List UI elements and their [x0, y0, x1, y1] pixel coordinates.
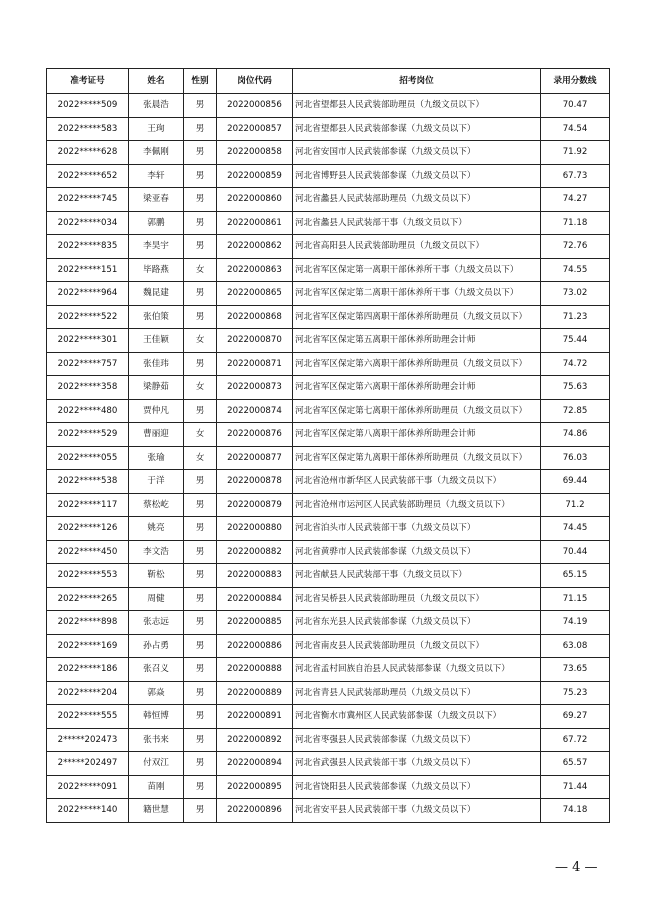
gender-cell: 男	[184, 517, 217, 541]
post-cell: 河北省泊头市人民武装部干事（九级文员以下）	[293, 517, 541, 541]
exam-id-cell: 2022*****265	[47, 587, 129, 611]
header-gender: 性别	[184, 69, 217, 94]
table-row	[47, 352, 610, 376]
gender-cell: 男	[184, 211, 217, 235]
gender-cell: 男	[184, 587, 217, 611]
name-cell: 靳松	[129, 564, 184, 588]
name-cell: 张瑜	[129, 446, 184, 470]
gender-cell: 男	[184, 775, 217, 799]
name-cell: 籍世慧	[129, 799, 184, 823]
exam-id-cell: 2022*****186	[47, 658, 129, 682]
gender-cell: 男	[184, 705, 217, 729]
exam-id-cell: 2*****202497	[47, 752, 129, 776]
post-code-cell: 2022000873	[217, 376, 293, 400]
post-code-cell: 2022000863	[217, 258, 293, 282]
exam-id-cell: 2022*****117	[47, 493, 129, 517]
name-cell: 李文浩	[129, 540, 184, 564]
post-code-cell: 2022000858	[217, 141, 293, 165]
table-row	[47, 799, 610, 823]
exam-id-cell: 2022*****628	[47, 141, 129, 165]
score-cell: 71.15	[541, 587, 610, 611]
score-cell: 74.72	[541, 352, 610, 376]
table-row	[47, 282, 610, 306]
post-code-cell: 2022000888	[217, 658, 293, 682]
gender-cell: 男	[184, 681, 217, 705]
exam-id-cell: 2022*****480	[47, 399, 129, 423]
post-code-cell: 2022000876	[217, 423, 293, 447]
name-cell: 李昊宇	[129, 235, 184, 259]
post-code-cell: 2022000859	[217, 164, 293, 188]
table-row	[47, 470, 610, 494]
name-cell: 姚亮	[129, 517, 184, 541]
name-cell: 张伯策	[129, 305, 184, 329]
post-cell: 河北省东光县人民武装部参谋（九级文员以下）	[293, 611, 541, 635]
name-cell: 贾仲凡	[129, 399, 184, 423]
score-cell: 74.18	[541, 799, 610, 823]
exam-id-cell: 2022*****034	[47, 211, 129, 235]
post-code-cell: 2022000882	[217, 540, 293, 564]
name-cell: 张书来	[129, 728, 184, 752]
name-cell: 付双江	[129, 752, 184, 776]
table-row	[47, 658, 610, 682]
table-row	[47, 752, 610, 776]
header-name: 姓名	[129, 69, 184, 94]
post-code-cell: 2022000891	[217, 705, 293, 729]
post-cell: 河北省枣强县人民武装部参谋（九级文员以下）	[293, 728, 541, 752]
post-cell: 河北省饶阳县人民武装部参谋（九级文员以下）	[293, 775, 541, 799]
table-row	[47, 587, 610, 611]
gender-cell: 男	[184, 752, 217, 776]
post-cell: 河北省军区保定第四离职干部休养所助理员（九级文员以下）	[293, 305, 541, 329]
post-cell: 河北省军区保定第二离职干部休养所干事（九级文员以下）	[293, 282, 541, 306]
table-row	[47, 376, 610, 400]
post-cell: 河北省沧州市运河区人民武装部助理员（九级文员以下）	[293, 493, 541, 517]
score-cell: 70.44	[541, 540, 610, 564]
exam-id-cell: 2022*****204	[47, 681, 129, 705]
gender-cell: 男	[184, 235, 217, 259]
gender-cell: 男	[184, 117, 217, 141]
gender-cell: 女	[184, 329, 217, 353]
gender-cell: 男	[184, 305, 217, 329]
exam-id-cell: 2022*****835	[47, 235, 129, 259]
table-row	[47, 564, 610, 588]
post-cell: 河北省武强县人民武装部干事（九级文员以下）	[293, 752, 541, 776]
post-cell: 河北省安国市人民武装部参谋（九级文员以下）	[293, 141, 541, 165]
score-cell: 70.47	[541, 94, 610, 118]
score-cell: 65.57	[541, 752, 610, 776]
table-row	[47, 141, 610, 165]
admission-score-table	[46, 68, 610, 823]
gender-cell: 男	[184, 611, 217, 635]
post-cell: 河北省衡水市冀州区人民武装部参谋（九级文员以下）	[293, 705, 541, 729]
header-score: 录用分数线	[541, 69, 610, 94]
table-row	[47, 681, 610, 705]
exam-id-cell: 2022*****126	[47, 517, 129, 541]
table-body	[47, 94, 610, 823]
page-number: — 4 —	[555, 860, 598, 875]
post-code-cell: 2022000862	[217, 235, 293, 259]
score-cell: 67.72	[541, 728, 610, 752]
name-cell: 苗刚	[129, 775, 184, 799]
exam-id-cell: 2022*****538	[47, 470, 129, 494]
post-cell: 河北省青县人民武装部助理员（九级文员以下）	[293, 681, 541, 705]
post-cell: 河北省军区保定第七离职干部休养所助理员（九级文员以下）	[293, 399, 541, 423]
post-cell: 河北省望都县人民武装部参谋（九级文员以下）	[293, 117, 541, 141]
exam-id-cell: 2022*****529	[47, 423, 129, 447]
name-cell: 郭焱	[129, 681, 184, 705]
score-cell: 74.45	[541, 517, 610, 541]
exam-id-cell: 2022*****091	[47, 775, 129, 799]
gender-cell: 男	[184, 634, 217, 658]
gender-cell: 女	[184, 423, 217, 447]
gender-cell: 男	[184, 564, 217, 588]
score-cell: 74.27	[541, 188, 610, 212]
post-code-cell: 2022000880	[217, 517, 293, 541]
exam-id-cell: 2022*****140	[47, 799, 129, 823]
exam-id-cell: 2022*****898	[47, 611, 129, 635]
post-code-cell: 2022000860	[217, 188, 293, 212]
name-cell: 毕路燕	[129, 258, 184, 282]
gender-cell: 男	[184, 493, 217, 517]
score-cell: 69.44	[541, 470, 610, 494]
name-cell: 蔡松屹	[129, 493, 184, 517]
score-cell: 65.15	[541, 564, 610, 588]
score-cell: 75.23	[541, 681, 610, 705]
name-cell: 梁静茹	[129, 376, 184, 400]
table-row	[47, 517, 610, 541]
post-code-cell: 2022000868	[217, 305, 293, 329]
name-cell: 张佳玮	[129, 352, 184, 376]
score-cell: 72.76	[541, 235, 610, 259]
post-cell: 河北省献县人民武装部干事（九级文员以下）	[293, 564, 541, 588]
name-cell: 孙占勇	[129, 634, 184, 658]
score-cell: 75.63	[541, 376, 610, 400]
exam-id-cell: 2022*****509	[47, 94, 129, 118]
gender-cell: 男	[184, 352, 217, 376]
name-cell: 梁亚春	[129, 188, 184, 212]
name-cell: 于洋	[129, 470, 184, 494]
post-code-cell: 2022000884	[217, 587, 293, 611]
exam-id-cell: 2022*****652	[47, 164, 129, 188]
post-cell: 河北省蠡县人民武装部助理员（九级文员以下）	[293, 188, 541, 212]
post-code-cell: 2022000856	[217, 94, 293, 118]
table-row	[47, 493, 610, 517]
table-row	[47, 258, 610, 282]
post-code-cell: 2022000885	[217, 611, 293, 635]
gender-cell: 男	[184, 540, 217, 564]
post-cell: 河北省望都县人民武装部助理员（九级文员以下）	[293, 94, 541, 118]
table-row	[47, 211, 610, 235]
table-row	[47, 775, 610, 799]
score-cell: 71.18	[541, 211, 610, 235]
score-cell: 74.54	[541, 117, 610, 141]
post-code-cell: 2022000892	[217, 728, 293, 752]
exam-id-cell: 2022*****745	[47, 188, 129, 212]
post-cell: 河北省军区保定第五离职干部休养所助理会计师	[293, 329, 541, 353]
table-row	[47, 164, 610, 188]
post-cell: 河北省南皮县人民武装部助理员（九级文员以下）	[293, 634, 541, 658]
post-code-cell: 2022000878	[217, 470, 293, 494]
name-cell: 李佩刚	[129, 141, 184, 165]
score-cell: 73.02	[541, 282, 610, 306]
exam-id-cell: 2022*****555	[47, 705, 129, 729]
post-code-cell: 2022000894	[217, 752, 293, 776]
post-code-cell: 2022000861	[217, 211, 293, 235]
gender-cell: 女	[184, 376, 217, 400]
post-cell: 河北省军区保定第六离职干部休养所助理会计师	[293, 376, 541, 400]
post-cell: 河北省蠡县人民武装部干事（九级文员以下）	[293, 211, 541, 235]
exam-id-cell: 2022*****358	[47, 376, 129, 400]
name-cell: 王珣	[129, 117, 184, 141]
table-row	[47, 399, 610, 423]
score-cell: 71.23	[541, 305, 610, 329]
gender-cell: 男	[184, 164, 217, 188]
score-cell: 76.03	[541, 446, 610, 470]
exam-id-cell: 2022*****450	[47, 540, 129, 564]
gender-cell: 男	[184, 94, 217, 118]
table-row	[47, 117, 610, 141]
exam-id-cell: 2022*****169	[47, 634, 129, 658]
exam-id-cell: 2022*****757	[47, 352, 129, 376]
post-cell: 河北省军区保定第六离职干部休养所助理员（九级文员以下）	[293, 352, 541, 376]
name-cell: 周健	[129, 587, 184, 611]
post-cell: 河北省军区保定第八离职干部休养所助理会计师	[293, 423, 541, 447]
post-cell: 河北省黄骅市人民武装部参谋（九级文员以下）	[293, 540, 541, 564]
gender-cell: 女	[184, 258, 217, 282]
table-row	[47, 634, 610, 658]
table-row	[47, 728, 610, 752]
post-code-cell: 2022000895	[217, 775, 293, 799]
gender-cell: 男	[184, 728, 217, 752]
post-cell: 河北省军区保定第九离职干部休养所助理员（九级文员以下）	[293, 446, 541, 470]
post-cell: 河北省军区保定第一离职干部休养所干事（九级文员以下）	[293, 258, 541, 282]
score-cell: 71.44	[541, 775, 610, 799]
table-row	[47, 423, 610, 447]
name-cell: 曹丽迎	[129, 423, 184, 447]
score-cell: 71.92	[541, 141, 610, 165]
header-post-code: 岗位代码	[217, 69, 293, 94]
gender-cell: 女	[184, 446, 217, 470]
score-cell: 72.85	[541, 399, 610, 423]
table-row	[47, 446, 610, 470]
table-row	[47, 305, 610, 329]
table-row	[47, 540, 610, 564]
name-cell: 张召义	[129, 658, 184, 682]
table-row	[47, 94, 610, 118]
exam-id-cell: 2022*****553	[47, 564, 129, 588]
post-cell: 河北省孟村回族自治县人民武装部参谋（九级文员以下）	[293, 658, 541, 682]
name-cell: 王佳颖	[129, 329, 184, 353]
score-cell: 67.73	[541, 164, 610, 188]
post-cell: 河北省吴桥县人民武装部助理员（九级文员以下）	[293, 587, 541, 611]
exam-id-cell: 2022*****522	[47, 305, 129, 329]
exam-id-cell: 2022*****301	[47, 329, 129, 353]
post-code-cell: 2022000857	[217, 117, 293, 141]
header-post: 招考岗位	[293, 69, 541, 94]
post-code-cell: 2022000883	[217, 564, 293, 588]
gender-cell: 男	[184, 399, 217, 423]
score-cell: 63.08	[541, 634, 610, 658]
score-cell: 71.2	[541, 493, 610, 517]
exam-id-cell: 2022*****583	[47, 117, 129, 141]
post-cell: 河北省安平县人民武装部干事（九级文员以下）	[293, 799, 541, 823]
gender-cell: 男	[184, 282, 217, 306]
name-cell: 李轩	[129, 164, 184, 188]
post-code-cell: 2022000877	[217, 446, 293, 470]
post-code-cell: 2022000896	[217, 799, 293, 823]
table-row	[47, 188, 610, 212]
gender-cell: 男	[184, 799, 217, 823]
post-code-cell: 2022000870	[217, 329, 293, 353]
name-cell: 郭鹏	[129, 211, 184, 235]
name-cell: 张晨浩	[129, 94, 184, 118]
name-cell: 韩恒博	[129, 705, 184, 729]
score-cell: 75.44	[541, 329, 610, 353]
post-cell: 河北省高阳县人民武装部助理员（九级文员以下）	[293, 235, 541, 259]
post-cell: 河北省沧州市新华区人民武装部干事（九级文员以下）	[293, 470, 541, 494]
score-cell: 73.65	[541, 658, 610, 682]
score-cell: 74.55	[541, 258, 610, 282]
table-row	[47, 611, 610, 635]
gender-cell: 男	[184, 658, 217, 682]
table-header-row	[47, 69, 610, 94]
table-row	[47, 705, 610, 729]
score-cell: 74.19	[541, 611, 610, 635]
table-row	[47, 235, 610, 259]
post-code-cell: 2022000889	[217, 681, 293, 705]
post-code-cell: 2022000871	[217, 352, 293, 376]
gender-cell: 男	[184, 470, 217, 494]
post-code-cell: 2022000865	[217, 282, 293, 306]
exam-id-cell: 2*****202473	[47, 728, 129, 752]
post-code-cell: 2022000879	[217, 493, 293, 517]
name-cell: 魏昆建	[129, 282, 184, 306]
exam-id-cell: 2022*****964	[47, 282, 129, 306]
gender-cell: 男	[184, 188, 217, 212]
exam-id-cell: 2022*****055	[47, 446, 129, 470]
name-cell: 张志远	[129, 611, 184, 635]
score-cell: 74.86	[541, 423, 610, 447]
exam-id-cell: 2022*****151	[47, 258, 129, 282]
post-code-cell: 2022000886	[217, 634, 293, 658]
post-code-cell: 2022000874	[217, 399, 293, 423]
score-cell: 69.27	[541, 705, 610, 729]
table-row	[47, 329, 610, 353]
header-exam-id: 准考证号	[47, 69, 129, 94]
gender-cell: 男	[184, 141, 217, 165]
post-cell: 河北省博野县人民武装部参谋（九级文员以下）	[293, 164, 541, 188]
